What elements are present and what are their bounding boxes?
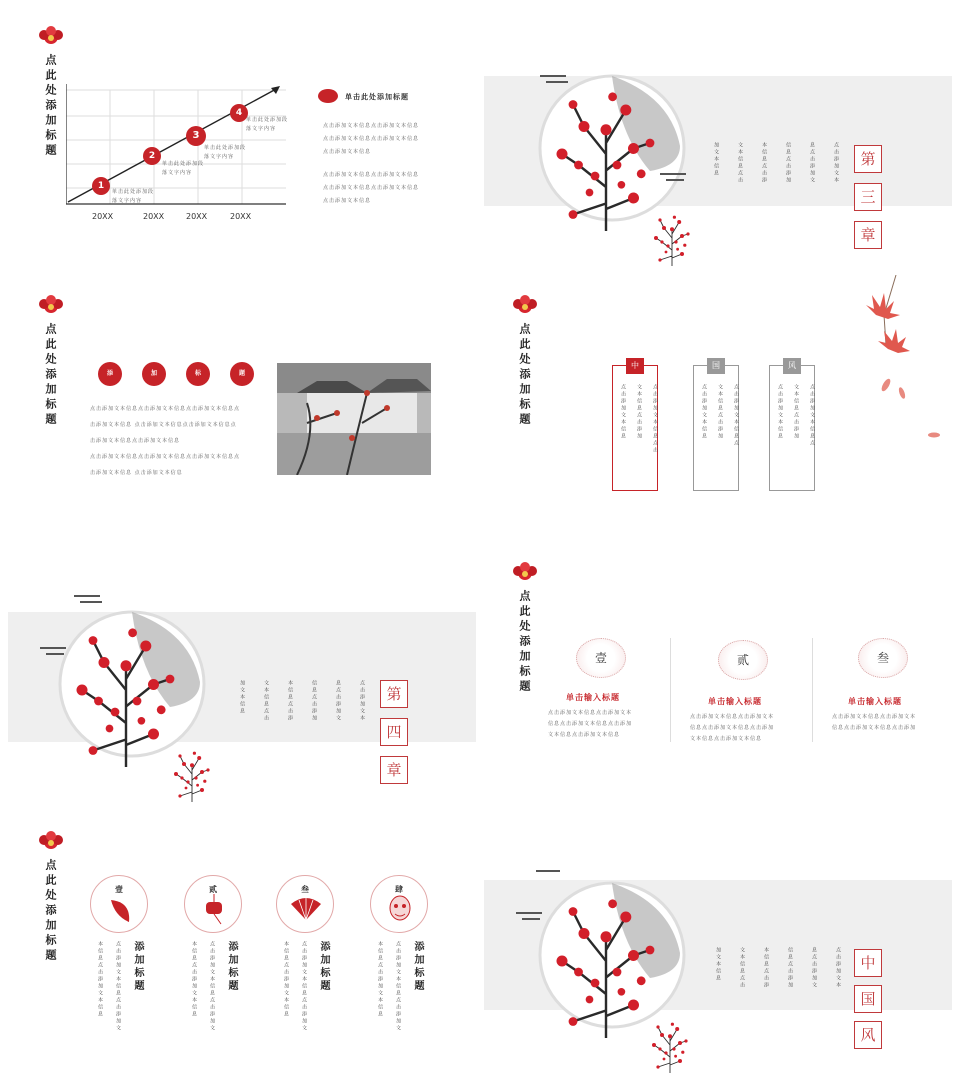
slide-four-icons <box>0 813 480 1084</box>
item-col: 本信息点击添加文本信息 <box>191 941 197 1018</box>
item-heading: 添加标题 <box>412 941 423 993</box>
red-lantern-icon <box>201 894 227 926</box>
card-col: 文本信息点击添加 <box>793 384 799 440</box>
folding-fan-icon <box>289 896 323 922</box>
slide-timeline <box>0 0 480 271</box>
card-col: 点击添加文本信息点 <box>809 384 815 447</box>
card-head: 国 <box>707 358 725 374</box>
slide-photo <box>0 271 480 542</box>
para-line: 点击添加文本信息点击添加文本信息 <box>323 123 420 129</box>
card-zhong <box>612 361 658 491</box>
item-col: 点击添加文本信息点击添加文 <box>301 941 307 1032</box>
divider <box>670 638 671 742</box>
item-heading: 添加标题 <box>132 941 143 993</box>
card-col: 点击添加文本信息 <box>777 384 783 440</box>
section-body-3 <box>832 712 942 734</box>
item-col: 点击添加文本信息点击添加文 <box>115 941 121 1032</box>
body-line: 点击添加文本信息点击添加文本 <box>548 710 633 716</box>
card-head: 风 <box>783 358 801 374</box>
text-column: 点击添加文本 <box>359 680 365 722</box>
item-col: 点击添加文本信息点击添加文 <box>395 941 401 1032</box>
seal-2: 贰 <box>718 640 768 680</box>
chapter-char-3: 风 <box>854 1021 882 1049</box>
card-col: 点击添加文本信息点击 <box>652 384 658 454</box>
text-column: 点击添加文本 <box>833 142 839 184</box>
card-feng <box>769 361 815 491</box>
x-label-2: 20XX <box>143 212 165 221</box>
circle-label-4: 题 <box>230 362 254 386</box>
item-col: 本信息点击添加文本信息 <box>377 941 383 1018</box>
side-paragraph <box>323 120 463 208</box>
section-heading-1: 单击输入标题 <box>566 693 620 702</box>
step-2-badge: 2 <box>143 147 161 165</box>
item-number: 壹 <box>115 885 123 894</box>
item-circle-3 <box>276 875 334 933</box>
card-col: 文本信息点击添加 <box>636 384 642 440</box>
para-line: 点击添加文本信息 <box>323 149 372 155</box>
seal-1: 壹 <box>576 638 626 678</box>
section-heading-3: 单击输入标题 <box>848 697 902 706</box>
item-text-2 <box>188 941 239 1053</box>
text-column: 本信息点击添 <box>287 680 293 722</box>
opera-mask-icon <box>387 894 413 926</box>
red-flower-icon <box>510 562 540 584</box>
text-column: 信息点击添加 <box>311 680 317 722</box>
slide-title: 点此处添加标题 <box>44 54 57 159</box>
red-flower-icon <box>36 295 66 317</box>
falling-maple-leaves <box>856 275 940 445</box>
item-col: 本信息点击添加文本信息 <box>97 941 103 1018</box>
item-text-4 <box>374 941 425 1053</box>
text-column: 息点击添加文 <box>335 680 341 722</box>
item-circle-4 <box>370 875 428 933</box>
red-fan-icon <box>107 896 133 926</box>
item-heading: 添加标题 <box>226 941 237 993</box>
red-flower-icon <box>510 295 540 317</box>
side-title: 单击此处添加标题 <box>345 93 409 101</box>
body-line: 文本信息点击添加文本信息 <box>548 732 621 738</box>
card-col: 文本信息点击添加 <box>717 384 723 440</box>
item-number: 贰 <box>209 885 217 894</box>
section-heading-2: 单击输入标题 <box>708 697 762 706</box>
plum-blossom-illustration <box>516 863 706 1075</box>
card-col: 点击添加文本信息点 <box>733 384 739 447</box>
text-column: 本信息点击添 <box>763 947 769 989</box>
item-number: 叁 <box>301 885 309 894</box>
card-col: 点击添加文本信息 <box>701 384 707 440</box>
step-1-note: 单击此处添加段落文字内容 <box>112 189 155 204</box>
chapter-char-3: 章 <box>380 756 408 784</box>
vertical-text-block <box>236 680 368 742</box>
vertical-text-block <box>712 947 844 1009</box>
chapter-char-2: 国 <box>854 985 882 1013</box>
para-line: 点击添加文本信息点击添加文本信息 <box>323 185 420 191</box>
text-column: 信息点击添加 <box>785 142 791 184</box>
plum-blossom-illustration <box>40 592 230 802</box>
card-col: 点击添加文本信息 <box>620 384 626 440</box>
chapter-char-1: 中 <box>854 949 882 977</box>
step-4-note: 单击此处添加段落文字内容 <box>246 117 289 132</box>
slide-chapter-three <box>480 0 960 271</box>
item-text-1 <box>94 941 145 1053</box>
body-text <box>90 401 270 481</box>
card-head: 中 <box>626 358 644 374</box>
item-heading: 添加标题 <box>318 941 329 993</box>
card-guo <box>693 361 739 491</box>
slide-title: 点此处添加标题 <box>44 323 57 428</box>
chapter-char-1: 第 <box>854 145 882 173</box>
para-line: 点击添加文本信息 <box>323 198 372 204</box>
step-3-badge: 3 <box>186 126 206 146</box>
body-line: 点击添加文本信息点击添加文本信息点击添加文本信息点 <box>90 454 241 460</box>
item-circle-2 <box>184 875 242 933</box>
chapter-char-1: 第 <box>380 680 408 708</box>
text-column: 文本信息点击 <box>263 680 269 722</box>
step-2-note: 单击此处添加段落文字内容 <box>162 161 205 176</box>
item-circle-1 <box>90 875 148 933</box>
body-line: 点击添加文本信息点击添加文本 <box>832 714 917 720</box>
section-body-1 <box>548 708 658 741</box>
card-text <box>698 384 742 484</box>
chapter-char-3: 章 <box>854 221 882 249</box>
vertical-text-block <box>710 142 842 204</box>
red-flower-icon <box>36 26 66 48</box>
step-3-note: 单击此处添加段落文字内容 <box>204 145 247 160</box>
item-col: 点击添加文本信息点击添加文 <box>209 941 215 1032</box>
text-column: 加文本信息 <box>713 142 719 177</box>
divider <box>812 638 813 742</box>
slide-three-seals <box>480 542 960 813</box>
item-col: 本信息点击添加文本信息 <box>283 941 289 1018</box>
red-fan-icon <box>317 88 339 104</box>
text-column: 信息点击添加 <box>787 947 793 989</box>
body-line: 点击添加文本信息点击添加文本 <box>690 714 775 720</box>
plum-blossom-illustration <box>520 56 710 266</box>
circle-label-2: 加 <box>142 362 166 386</box>
body-line: 信息点击添加文本信息点击添加 <box>690 725 775 731</box>
body-line: 击添加文本信息 点击添加文本信息 <box>90 470 183 476</box>
para-line: 点击添加文本信息点击添加文本信息 <box>323 172 420 178</box>
chapter-char-2: 三 <box>854 183 882 211</box>
body-line: 文本信息点击添加文本信息 <box>690 736 763 742</box>
x-label-4: 20XX <box>230 212 252 221</box>
step-1-badge: 1 <box>92 177 110 195</box>
slide-china-style <box>480 813 960 1084</box>
slide-chapter-four <box>0 542 480 813</box>
body-line: 信息点击添加文本信息点击添加 <box>832 725 917 731</box>
section-body-2 <box>690 712 800 745</box>
body-line: 点击添加文本信息点击添加文本信息点击添加文本信息点 <box>90 406 241 412</box>
text-column: 加文本信息 <box>715 947 721 982</box>
body-line: 击添加文本信息 点击添加文本信息点击添加文本信息点 <box>90 422 237 428</box>
body-line: 击添加文本信息点击添加文本信息 <box>90 438 181 444</box>
card-text <box>617 384 661 484</box>
card-text <box>774 384 818 484</box>
x-label-3: 20XX <box>186 212 208 221</box>
red-flower-icon <box>36 831 66 853</box>
circle-label-1: 添 <box>98 362 122 386</box>
x-label-1: 20XX <box>92 212 114 221</box>
text-column: 息点击添加文 <box>809 142 815 184</box>
chapter-char-2: 四 <box>380 718 408 746</box>
step-4-badge: 4 <box>230 104 248 122</box>
text-column: 加文本信息 <box>239 680 245 715</box>
text-column: 本信息点击添 <box>761 142 767 184</box>
text-column: 点击添加文本 <box>835 947 841 989</box>
circle-label-3: 标 <box>186 362 210 386</box>
plum-photo-image <box>277 363 431 475</box>
seal-3: 叁 <box>858 638 908 678</box>
text-column: 文本信息点击 <box>737 142 743 184</box>
para-line: 点击添加文本信息点击添加文本信息 <box>323 136 420 142</box>
slide-title: 点此处添加标题 <box>44 859 57 964</box>
slide-title: 点此处添加标题 <box>518 590 531 695</box>
slide-title: 点此处添加标题 <box>518 323 531 428</box>
text-column: 文本信息点击 <box>739 947 745 989</box>
slide-three-cards <box>480 271 960 542</box>
item-number: 肆 <box>395 885 403 894</box>
body-line: 信息点击添加文本信息点击添加 <box>548 721 633 727</box>
item-text-3 <box>280 941 331 1053</box>
text-column: 息点击添加文 <box>811 947 817 989</box>
